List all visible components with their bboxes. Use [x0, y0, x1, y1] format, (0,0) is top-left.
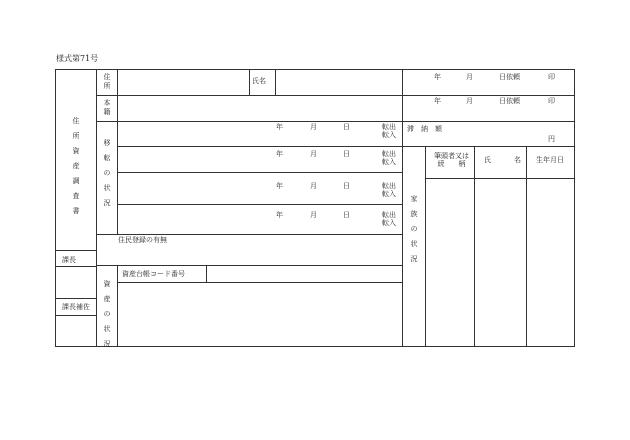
line-family-col3: [526, 146, 527, 347]
line-asset-code-right: [206, 265, 207, 282]
line-assistant-bottom: [56, 315, 96, 316]
move1-month: 月: [310, 123, 317, 131]
line-assistant-top: [56, 298, 96, 299]
family-col-head-of-household: 筆頭者又は 続 柄: [434, 152, 469, 168]
form-number: 様式第71号: [56, 54, 99, 63]
move4-day: 日: [343, 211, 350, 219]
line-assets-label-right: [117, 265, 118, 347]
form-title: 住所資産調査書: [72, 117, 80, 215]
move1-day: 日: [343, 123, 350, 131]
arrears-unit: 円: [548, 135, 555, 143]
line-name-label-right: [275, 70, 276, 95]
family-status-label: 家族の状況: [410, 195, 418, 263]
resident-registration-label: 住民登録の有無: [118, 236, 167, 244]
address-seal: 印: [548, 73, 555, 81]
line-chief-bottom: [56, 266, 96, 267]
family-col-birthdate: 生年月日: [536, 156, 564, 164]
move3-month: 月: [310, 182, 317, 190]
line-title-bottom: [56, 250, 96, 251]
line-move-row1-bottom: [117, 172, 402, 173]
domicile-seal: 印: [548, 97, 555, 105]
assistant-chief-approval-label: 課長補佐: [62, 303, 90, 311]
move4-transfer: 転出 転入: [382, 211, 396, 227]
move2-year: 年: [276, 150, 283, 158]
line-address-bottom: [96, 95, 575, 96]
address-request-label: 日依頼: [499, 73, 520, 81]
line-move-row2-bottom: [117, 204, 402, 205]
line-family-col2: [474, 146, 475, 347]
chief-approval-label: 課長: [62, 256, 76, 264]
name-label: 氏名: [252, 77, 266, 85]
domicile-request-month: 月: [466, 97, 473, 105]
line-title-right: [96, 70, 97, 347]
move2-transfer: 転出 転入: [382, 150, 396, 166]
line-move-label-right: [117, 121, 118, 234]
line-family-header-bottom: [425, 178, 575, 179]
line-registration-bottom: [96, 265, 402, 266]
line-domicile-bottom: [96, 121, 575, 122]
asset-ledger-code-label: 資産台帳コード番号: [122, 270, 185, 278]
address-request-month: 月: [466, 73, 473, 81]
move4-year: 年: [276, 211, 283, 219]
move2-day: 日: [343, 150, 350, 158]
line-family-label-right: [425, 146, 426, 347]
domicile-request-year: 年: [434, 97, 441, 105]
line-middle-divider: [402, 70, 403, 347]
domicile-label: 本籍: [103, 99, 111, 116]
family-col-name-surname: 氏: [484, 156, 491, 164]
line-move-section-bottom: [96, 234, 402, 235]
move4-month: 月: [310, 211, 317, 219]
address-label: 住所: [103, 73, 111, 90]
move2-month: 月: [310, 150, 317, 158]
line-asset-code-bottom: [117, 282, 402, 283]
domicile-request-label: 日依頼: [499, 97, 520, 105]
assets-status-label: 資産の状況: [103, 280, 111, 348]
line-address-value-right: [249, 70, 250, 95]
move-status-label: 移転の状況: [103, 139, 111, 207]
address-request-year: 年: [434, 73, 441, 81]
move1-year: 年: [276, 123, 283, 131]
move3-year: 年: [276, 182, 283, 190]
move1-transfer: 転出 転入: [382, 123, 396, 139]
move3-transfer: 転出 転入: [382, 182, 396, 198]
line-label-right: [117, 70, 118, 121]
move3-day: 日: [343, 182, 350, 190]
family-col-name-given: 名: [514, 156, 521, 164]
arrears-label: 滞 納 額: [407, 125, 442, 133]
survey-form: [55, 69, 575, 347]
line-arrears-bottom: [117, 146, 575, 147]
